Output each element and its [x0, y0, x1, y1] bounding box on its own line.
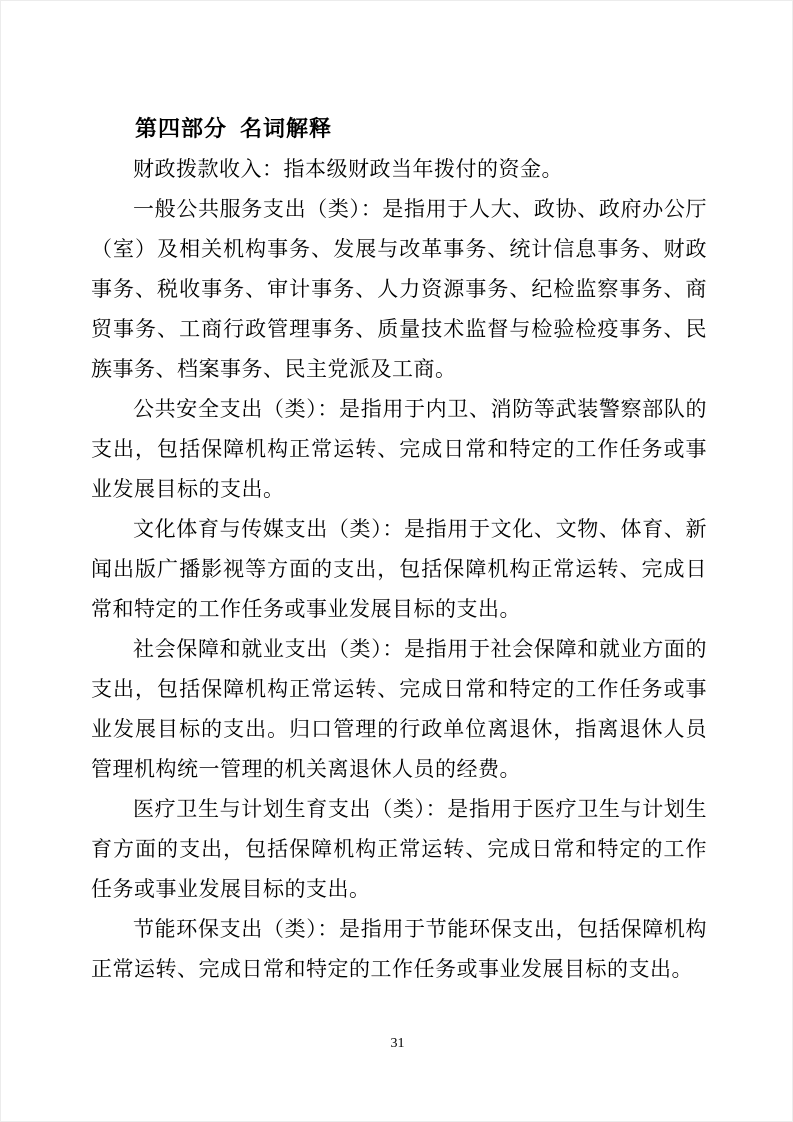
paragraph-medical-health-family-planning: 医疗卫生与计划生育支出（类）：是指用于医疗卫生与计划生育方面的支出，包括保障机构正常运转、完成日常和特定的工作任务或事业发展目标的支出。 [91, 797, 707, 901]
paragraph-culture-sports-media: 文化体育与传媒支出（类）：是指用于文化、文物、体育、新闻出版广播影视等方面的支出，包括保障机构正常运转、完成日常和特定的工作任务或事业发展目标的支出。 [91, 517, 707, 621]
paragraph-public-safety: 公共安全支出（类）：是指用于内卫、消防等武装警察部队的支出，包括保障机构正常运转、完成日常和特定的工作任务或事业发展目标的支出。 [91, 397, 707, 501]
paragraph-energy-conservation-environment: 节能环保支出（类）：是指用于节能环保支出，包括保障机构正常运转、完成日常和特定的工作任务或事业发展目标的支出。 [91, 917, 707, 981]
section-title: 第四部分 名词解释 [135, 116, 333, 141]
page-number: 31 [390, 1036, 405, 1051]
paragraph-fiscal-appropriation-income: 财政拨款收入：指本级财政当年拨付的资金。 [133, 157, 563, 181]
paragraph-social-security-employment: 社会保障和就业支出（类）：是指用于社会保障和就业方面的支出，包括保障机构正常运转、完成日常和特定的工作任务或事业发展目标的支出。归口管理的行政单位离退休，指离退休人员管理机构统一管理的机关离退休人员的经费。 [91, 637, 707, 781]
document-content [91, 109, 707, 989]
paragraph-general-public-services: 一般公共服务支出（类）：是指用于人大、政协、政府办公厅（室）及相关机构事务、发展与改革事务、统计信息事务、财政事务、税收事务、审计事务、人力资源事务、纪检监察事务、商贸事务、工商行政管理事务、质量技术监督与检验检疫事务、民族事务、档案事务、民主党派及工商。 [91, 197, 707, 381]
